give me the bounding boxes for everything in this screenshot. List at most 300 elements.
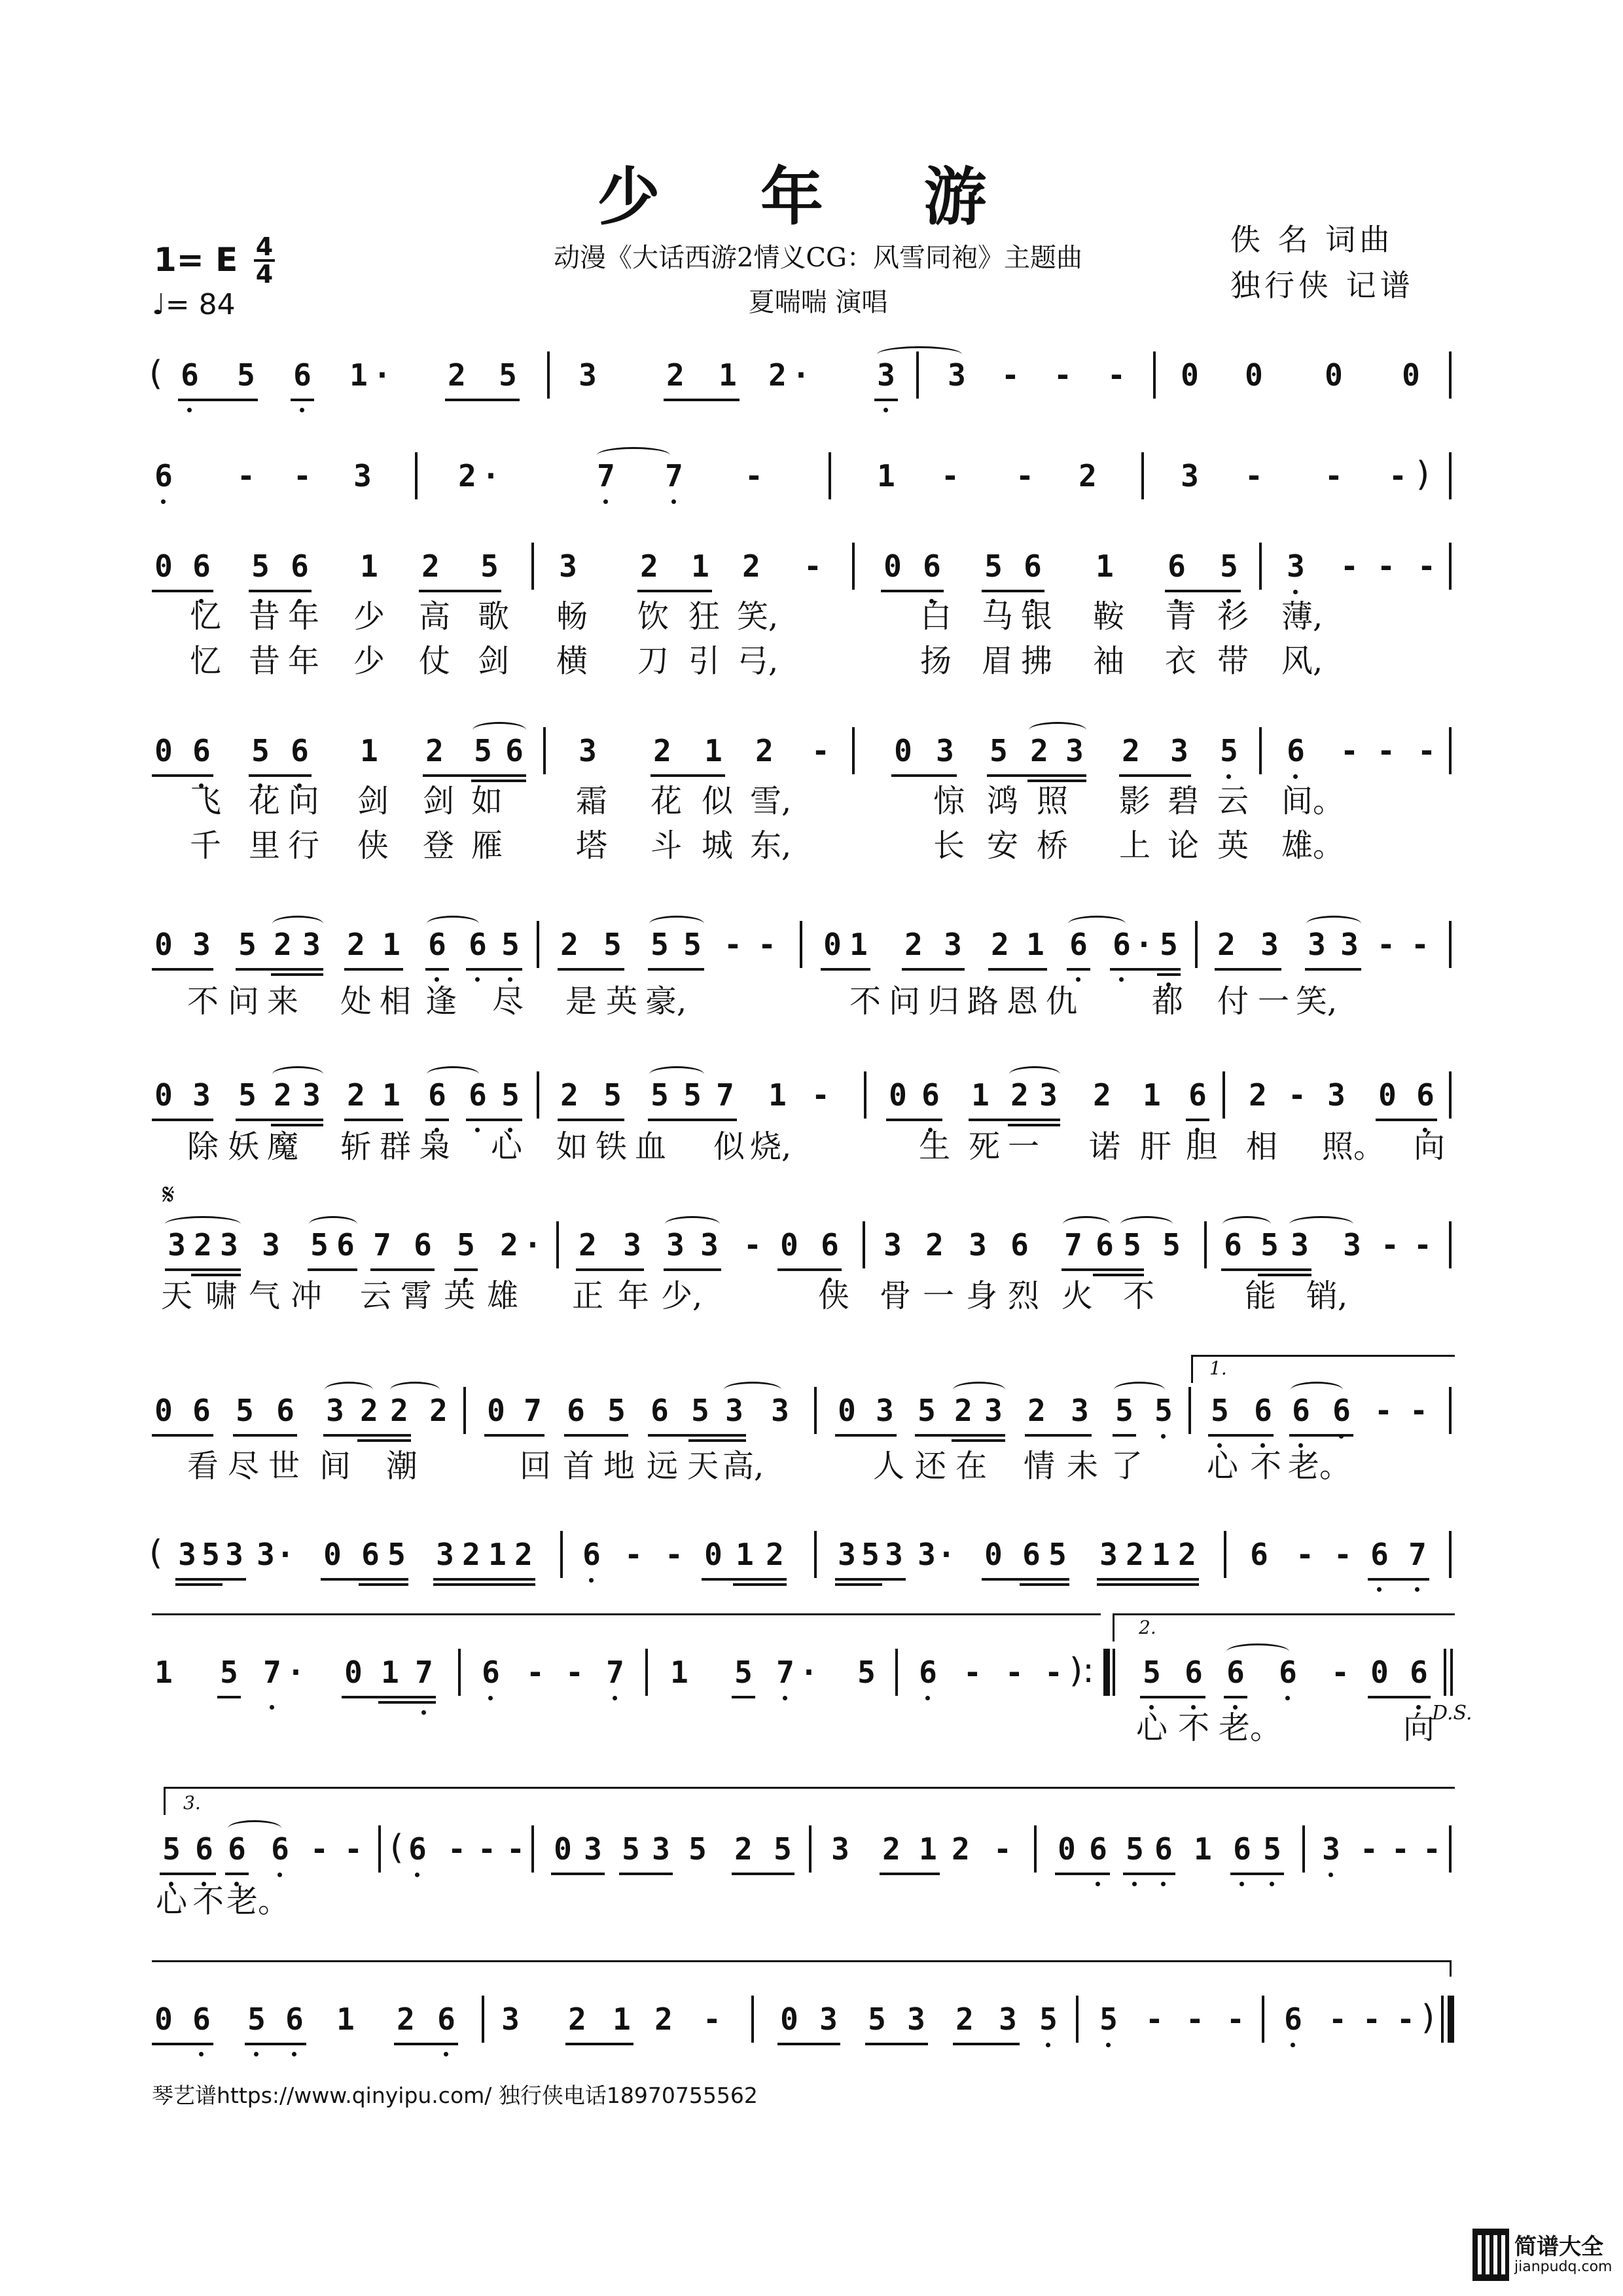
note: 6: [1254, 1393, 1272, 1428]
note: 0: [883, 548, 902, 584]
lyric-char: 恩: [1006, 983, 1038, 1020]
note: 0: [1402, 357, 1420, 393]
lyric-char: 是: [565, 983, 597, 1020]
note: 2: [882, 1831, 901, 1867]
lyric-char: 行: [287, 827, 319, 864]
note: -: [1410, 1393, 1428, 1428]
note: -: [963, 1655, 982, 1690]
lyric-char: 云: [1217, 783, 1249, 819]
lyric-char: 英: [1217, 827, 1249, 864]
lyric-char: 仗: [418, 643, 450, 679]
note: -: [1288, 1077, 1306, 1113]
note: 6: [1188, 1077, 1207, 1113]
note: -: [812, 1077, 830, 1113]
lyric-char: 霜: [575, 783, 607, 819]
note: 3: [257, 1537, 275, 1572]
note: 3: [178, 1537, 196, 1572]
note: 7: [415, 1655, 433, 1690]
note: 1: [768, 1077, 787, 1113]
lyric-char: 似: [701, 783, 733, 819]
lyric-char: 潮: [385, 1448, 418, 1484]
note: 0: [1378, 1077, 1397, 1113]
note: 7: [665, 458, 683, 493]
score-line-6: [0, 1075, 1623, 1115]
note: 7: [263, 1655, 281, 1690]
lyrics-line-4a: [0, 781, 1623, 821]
note: 0: [984, 1537, 1003, 1572]
note: -: [665, 1537, 683, 1572]
time-signature: [254, 234, 275, 287]
note: 5: [1160, 927, 1178, 962]
lyric-char: 尽: [227, 1448, 259, 1484]
note: 1: [613, 2001, 631, 2037]
note: 3: [876, 1393, 894, 1428]
note: 6: [1024, 548, 1042, 584]
lyric-char: 诺: [1088, 1128, 1120, 1165]
lyric-char: 向: [1402, 1710, 1435, 1746]
logo-url: jianpudq.com: [1514, 2259, 1613, 2275]
note: -: [1054, 357, 1072, 393]
score-line-11: 5 6 6 6 - - ( 6 - - - 0 3 5 3 5 2 5 3 2 1 2 - 0 6 5 6 1 6 5 3 - - -: [0, 1829, 1623, 1869]
note: 6: [1250, 1537, 1268, 1572]
lyric-char: 间。: [1281, 783, 1345, 819]
note: 5: [247, 2001, 266, 2037]
lyric-char: 生: [918, 1128, 950, 1165]
note: 6: [361, 1537, 380, 1572]
note: 2: [462, 1537, 480, 1572]
note: 6: [1292, 1393, 1310, 1428]
lyric-char: 骨: [879, 1278, 911, 1314]
page-title: 少 年 游: [597, 160, 1026, 234]
note: 3: [885, 1537, 903, 1572]
note: 6: [1416, 1077, 1435, 1113]
note: 6: [1154, 1831, 1173, 1867]
note: 2: [742, 548, 760, 584]
note: -: [1374, 1393, 1393, 1428]
lyric-char: 塔: [575, 827, 607, 864]
note: 5: [683, 927, 702, 962]
note: 5: [603, 1077, 622, 1113]
lyric-char: 风,: [1281, 643, 1323, 679]
note: 3: [501, 2001, 520, 2037]
lyric-char: 心: [1135, 1710, 1168, 1746]
lyric-char: 还: [914, 1448, 946, 1484]
note: 2: [514, 1537, 533, 1572]
lyric-char: 身: [965, 1278, 997, 1314]
note: 0: [894, 733, 912, 768]
note: 3: [220, 1227, 238, 1263]
note: 2: [766, 1537, 784, 1572]
note: 3: [771, 1393, 789, 1428]
note: -: [1107, 357, 1126, 393]
lyric-char: 畅: [556, 598, 588, 635]
lyric-char: 群: [379, 1128, 411, 1165]
note: -: [1423, 1831, 1441, 1867]
lyric-char: 问: [287, 783, 319, 819]
note: -: [237, 458, 255, 493]
note: 1: [670, 1655, 688, 1690]
lyric-char: 笑,: [1296, 983, 1338, 1020]
lyric-char: 少: [353, 598, 385, 635]
note: 3: [302, 1077, 321, 1113]
lyric-char: 一: [1257, 983, 1289, 1020]
lyric-char: 英: [605, 983, 637, 1020]
note: 6: [291, 733, 309, 768]
lyric-char: 侠: [357, 827, 389, 864]
note: -: [724, 927, 742, 962]
note: -: [478, 1831, 496, 1867]
note: -: [812, 733, 830, 768]
note: 0: [344, 1655, 363, 1690]
lyric-char: 不: [187, 983, 219, 1020]
note: 3: [1170, 733, 1188, 768]
lyricist-composer: 佚 名 词曲: [1230, 222, 1394, 257]
note: 3: [168, 1227, 186, 1263]
lyric-char: 地: [603, 1448, 635, 1484]
lyric-char: 照: [1036, 783, 1068, 819]
lyric-char: 银: [1020, 598, 1052, 635]
lyric-char: 袖: [1092, 643, 1124, 679]
note: 5: [480, 548, 499, 584]
lyric-char: 城: [701, 827, 733, 864]
note: 3: [579, 357, 597, 393]
lyric-char: 仇: [1045, 983, 1077, 1020]
note: 2: [1178, 1537, 1196, 1572]
lyric-char: 不: [1122, 1278, 1154, 1314]
note: 2: [925, 1227, 944, 1263]
note: ·: [276, 1537, 294, 1572]
note: 6: [821, 1227, 839, 1263]
note: 6: [1332, 1393, 1351, 1428]
note: -: [1340, 548, 1359, 584]
note: 5: [499, 357, 517, 393]
coda-overline-end: [1450, 1960, 1452, 1977]
note: 3: [883, 1227, 902, 1263]
note: ·: [373, 357, 391, 393]
note: 6: [195, 1831, 213, 1867]
note: 2: [1010, 1077, 1029, 1113]
lyric-char: 照。: [1322, 1128, 1385, 1165]
note: 2: [1079, 458, 1097, 493]
note: ·: [482, 458, 500, 493]
note: 3: [948, 357, 966, 393]
lyric-char: 路: [967, 983, 999, 1020]
note: 5: [310, 1227, 329, 1263]
note: 3: [1308, 927, 1326, 962]
note: 0: [1058, 1831, 1076, 1867]
lyric-char: 弓,: [737, 643, 779, 679]
lyric-char: 斩: [340, 1128, 372, 1165]
note: 1: [691, 548, 709, 584]
lyric-char: 处: [340, 983, 372, 1020]
lyric-char: 东,: [750, 827, 792, 864]
note: -: [1016, 458, 1034, 493]
note: 3: [1322, 1831, 1340, 1867]
note: -: [1334, 1537, 1352, 1572]
note: 5: [868, 2001, 886, 2037]
score-line-1: ( 6 5 6 1 · 2 5 3 2 1 2 · 3 3 - - - 0 0 0 0: [0, 355, 1623, 395]
lyric-char: 一: [922, 1278, 954, 1314]
lyric-char: 忆: [189, 598, 221, 635]
note: 2: [666, 357, 685, 393]
volta-1-label: 1.: [1209, 1357, 1227, 1379]
note: 3: [877, 357, 895, 393]
lyric-char: 年: [287, 598, 319, 635]
note: 6: [192, 2001, 211, 2037]
lyric-char: 影: [1118, 783, 1150, 819]
lyric-char: 飞: [189, 783, 221, 819]
lyric-char: 忆: [189, 643, 221, 679]
note: 5: [251, 733, 270, 768]
footer-credit: 琴艺谱https://www.qinyipu.com/ 独行侠电话18970755562: [152, 2083, 758, 2108]
note: 5: [984, 548, 1003, 584]
note: 0: [154, 548, 173, 584]
note: 5: [162, 1831, 181, 1867]
note: 3: [1181, 458, 1199, 493]
note: 3: [1039, 1077, 1058, 1113]
note: 5: [1123, 1227, 1141, 1263]
note: 2: [390, 1393, 408, 1428]
note: 0: [323, 1537, 342, 1572]
note: 0: [1181, 357, 1199, 393]
lyric-char: 云: [359, 1278, 391, 1314]
lyric-char: 一: [1007, 1128, 1039, 1165]
note: 5: [1039, 2001, 1058, 2037]
lyric-char: 鸿: [986, 783, 1018, 819]
lyric-char: 歌: [477, 598, 509, 635]
note: 6: [293, 357, 312, 393]
lyric-char: 如: [556, 1128, 588, 1165]
lyric-char: 年: [287, 643, 319, 679]
lyric-char: 相: [379, 983, 411, 1020]
note: 3: [353, 458, 372, 493]
note: 2: [768, 357, 787, 393]
volta-3-label: 3.: [183, 1792, 201, 1814]
lyric-char: 少,: [661, 1278, 703, 1314]
lyric-char: 心: [155, 1883, 187, 1920]
note: 6: [469, 927, 487, 962]
note: -: [1044, 1655, 1063, 1690]
note: 5: [387, 1537, 406, 1572]
lyric-char: 啸: [205, 1278, 237, 1314]
note: 2: [274, 1077, 292, 1113]
note: 7: [1408, 1537, 1427, 1572]
note: 5: [734, 1655, 753, 1690]
lyric-char: 上: [1118, 827, 1150, 864]
note: 2: [954, 1393, 972, 1428]
note: 6: [469, 1077, 487, 1113]
note: 2: [429, 1393, 448, 1428]
lyric-char: 都: [1151, 983, 1183, 1020]
note: 2: [568, 2001, 586, 2037]
note: 6: [1089, 1831, 1107, 1867]
note: 2: [1027, 1393, 1046, 1428]
score-line-3: [0, 547, 1623, 586]
note: 1: [704, 733, 722, 768]
note: 6: [1279, 1655, 1297, 1690]
lyrics-line-11: [0, 1882, 1623, 1921]
score-line-5: [0, 925, 1623, 964]
note: -: [745, 458, 763, 493]
lyric-char: 天: [160, 1278, 192, 1314]
logo-name: 简谱大全: [1514, 2234, 1603, 2260]
note: 6: [1168, 548, 1186, 584]
site-logo: [1472, 2229, 1613, 2287]
note: ·: [792, 357, 810, 393]
note: 3: [1327, 1077, 1346, 1113]
note: -: [1296, 1537, 1314, 1572]
note: 6: [1113, 927, 1131, 962]
note: 7: [524, 1393, 542, 1428]
lyric-char: 妖: [227, 1128, 259, 1165]
note: 5: [202, 1537, 220, 1572]
note: 6: [1010, 1227, 1029, 1263]
lyric-char: 长: [933, 827, 965, 864]
tempo-marking: ♩= 84: [152, 288, 236, 321]
note: 1: [877, 458, 895, 493]
note: 0: [823, 927, 842, 962]
note: -: [1001, 357, 1020, 393]
lyric-char: 气: [248, 1278, 280, 1314]
lyric-char: 侠: [817, 1278, 849, 1314]
note: 5: [622, 1831, 640, 1867]
note: 5: [1143, 1655, 1161, 1690]
note: 7: [606, 1655, 624, 1690]
note: 3: [652, 1831, 670, 1867]
note: 6: [408, 1831, 427, 1867]
lyric-char: 烈: [1007, 1278, 1039, 1314]
lyric-char: 登: [422, 827, 454, 864]
score-line-10: 1 5 7 · 0 1 7 6 - - 7 1 5 7 · 5 6 - - - ): 5 6 6 6 - 0 6: [0, 1653, 1623, 1692]
lyric-char: 安: [986, 827, 1018, 864]
note: 5: [1099, 2001, 1118, 2037]
ds-marking: D.S.: [1432, 1702, 1472, 1725]
note: 1: [849, 927, 868, 962]
repeat-overline: [152, 1613, 1101, 1615]
lyric-char: 剑: [422, 783, 454, 819]
note: 7: [597, 458, 615, 493]
note: 6: [1233, 1831, 1251, 1867]
note: 5: [651, 1077, 669, 1113]
lyric-char: 看: [187, 1448, 219, 1484]
lyric-char: 花: [248, 783, 280, 819]
lyric-char: 首: [562, 1448, 594, 1484]
note: ·: [287, 1655, 305, 1690]
note: 2: [1249, 1077, 1267, 1113]
lyric-char: 死: [968, 1128, 1000, 1165]
note: 3: [559, 548, 577, 584]
lyric-char: 相: [1245, 1128, 1277, 1165]
note: 5: [1154, 1393, 1173, 1428]
lyric-char: 白: [919, 598, 952, 635]
note: 6: [428, 927, 446, 962]
note: -: [1414, 1227, 1432, 1263]
note: -: [1226, 2001, 1245, 2037]
lyric-char: 世: [268, 1448, 300, 1484]
note: 3: [1099, 1537, 1118, 1572]
lyric-char: 不: [849, 983, 881, 1020]
volta-3-bracket: [164, 1787, 1455, 1815]
note: 2: [734, 1831, 753, 1867]
score-line-2: 6 - - 3 2 · 7 7 - 1 - - 2 3 - - - ): [0, 456, 1623, 495]
lyric-char: 扬: [919, 643, 952, 679]
lyric-char: 似: [713, 1128, 745, 1165]
note: -: [1377, 733, 1395, 768]
note: 2: [952, 1831, 970, 1867]
lyric-char: 狂: [688, 598, 720, 635]
note: 5: [1126, 1831, 1144, 1867]
note: 3: [262, 1227, 280, 1263]
note: -: [758, 927, 776, 962]
note: 3: [907, 2001, 925, 2037]
lyric-char: 桥: [1036, 827, 1068, 864]
note: 0: [1245, 357, 1263, 393]
note: 2: [500, 1227, 518, 1263]
note: 3: [999, 2001, 1017, 2037]
note: 2: [360, 1393, 378, 1428]
note: -: [1005, 1655, 1024, 1690]
lyric-char: 论: [1167, 827, 1199, 864]
note: 5: [220, 1655, 238, 1690]
transcriber: 独行侠 记谱: [1230, 268, 1414, 303]
lyric-char: 不: [192, 1883, 224, 1920]
note: 0: [154, 927, 173, 962]
score-line-8: [0, 1391, 1623, 1430]
note: -: [1340, 733, 1359, 768]
note: 5: [688, 1831, 707, 1867]
time-signature-top: 4: [255, 232, 274, 261]
note: 5: [501, 927, 520, 962]
note: 2: [654, 2001, 673, 2037]
note: 3: [1291, 1227, 1309, 1263]
note: 0: [838, 1393, 856, 1428]
score-line-12: 0 6 5 6 1 2 6 3 2 1 2 - 0 3 5 3 2 3 5 5 - - - 6 - - - ): [0, 2000, 1623, 2039]
note: -: [1377, 548, 1395, 584]
lyric-char: 豪,: [645, 983, 687, 1020]
note: 3: [1260, 927, 1279, 962]
note: 7: [1064, 1227, 1082, 1263]
note: 6: [192, 1393, 211, 1428]
note: 2: [904, 927, 923, 962]
note: -: [1329, 2001, 1347, 2037]
piano-icon: [1472, 2229, 1509, 2281]
note: 6: [1284, 2001, 1302, 2037]
lyric-char: 如: [471, 783, 503, 819]
lyric-char: 烧,: [750, 1128, 792, 1165]
note: 5: [1220, 733, 1238, 768]
note: -: [941, 458, 959, 493]
note: 1: [1026, 927, 1044, 962]
note: 1: [719, 357, 737, 393]
lyric-char: 除: [187, 1128, 219, 1165]
lyric-char: 未: [1066, 1448, 1098, 1484]
note: 6: [1287, 733, 1305, 768]
note: 0: [1325, 357, 1343, 393]
note: 0: [1370, 1655, 1389, 1690]
note: -: [743, 1227, 762, 1263]
note: -: [1381, 1227, 1399, 1263]
lyric-char: 心: [490, 1128, 522, 1165]
lyric-char: 间: [319, 1448, 351, 1484]
lyric-char: 心: [1206, 1448, 1238, 1484]
note: 3: [666, 1227, 685, 1263]
lyric-char: 逢: [425, 983, 457, 1020]
lyric-char: 问: [227, 983, 259, 1020]
note: 0: [704, 1537, 722, 1572]
coda-overline: [152, 1960, 1452, 1962]
note: 3: [584, 1831, 602, 1867]
note: 6: [192, 548, 211, 584]
